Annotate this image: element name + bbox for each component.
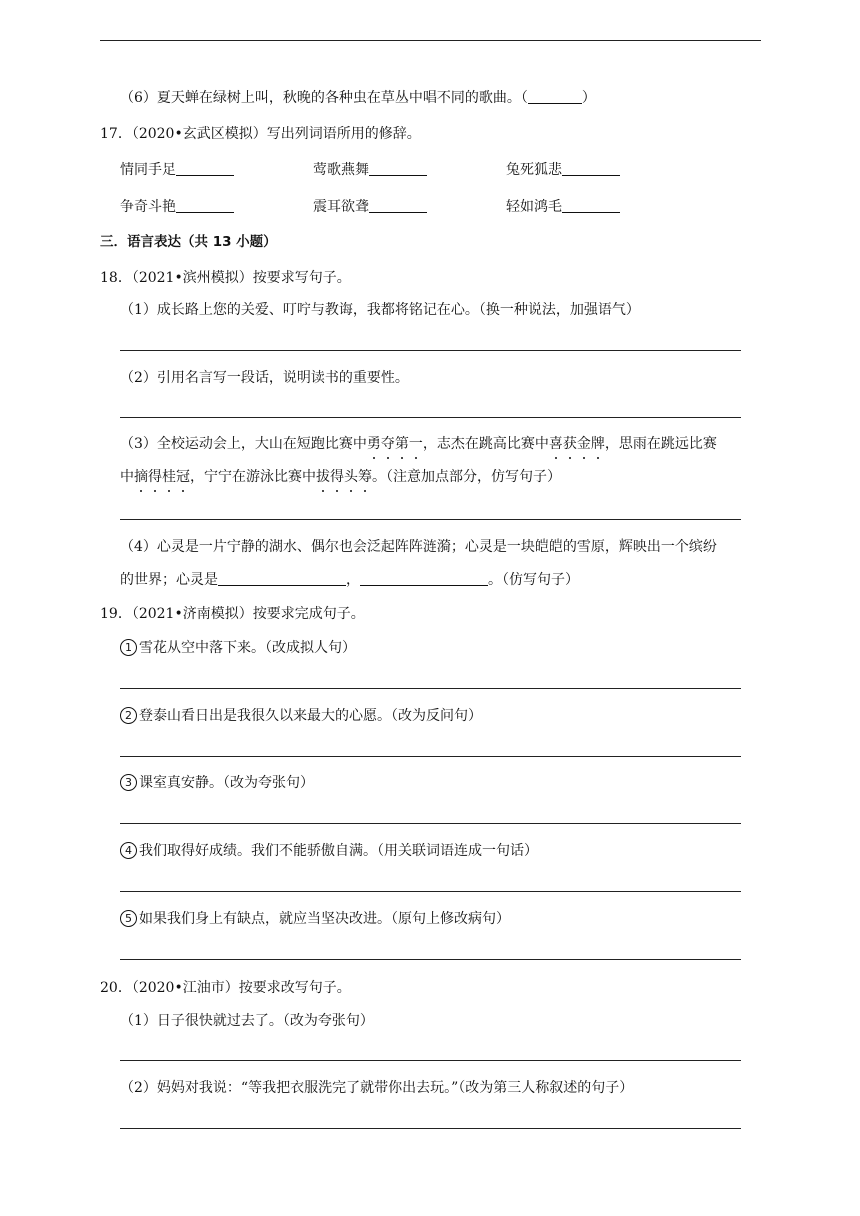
- q19-stem: 19．（2021•济南模拟）按要求完成句子。: [100, 606, 365, 622]
- q19-item: 3 课室真安静。（改为夸张句）: [120, 773, 314, 793]
- idiom-label: 情同手足: [120, 162, 176, 178]
- q17-row2: [120, 197, 699, 217]
- q18-item4-line1: （4）心灵是一片宁静的湖水、偶尔也会泛起阵阵涟漪；心灵是一块皑皑的雪原，辉映出一个缤纷: [120, 539, 717, 555]
- answer-line[interactable]: [120, 688, 741, 689]
- emphasis-char: 得: [330, 469, 344, 485]
- emphasis-char: 头: [344, 469, 358, 485]
- emphasis-char: 第: [394, 436, 409, 452]
- idiom-label: 轻如鸿毛: [506, 199, 562, 215]
- q16-item6: （6）夏天蝉在绿树上叫，秋晚的各种虫在草丛中唱不同的歌曲。（ ）: [120, 90, 596, 106]
- emphasis-char: 金: [576, 436, 591, 452]
- circled-number: 1: [120, 639, 137, 656]
- emphasis-char: 喜: [548, 436, 563, 452]
- answer-line[interactable]: [120, 959, 741, 960]
- answer-line[interactable]: [120, 417, 741, 418]
- answer-blank[interactable]: [369, 161, 427, 176]
- answer-line[interactable]: [120, 1128, 741, 1129]
- q20-item2: （2）妈妈对我说：“等我把衣服洗完了就带你出去玩。”（改为第三人称叙述的句子）: [120, 1080, 634, 1096]
- answer-blank[interactable]: [176, 198, 234, 213]
- q19-item: 5 如果我们身上有缺点，就应当坚决改进。（原句上修改病句）: [120, 909, 510, 929]
- q18-item4-line2: 的世界；心灵是 ， 。（仿写句子）: [120, 572, 579, 588]
- q19-item: 4 我们取得好成绩。我们不能骄傲自满。（用关联词语连成一句话）: [120, 841, 538, 861]
- emphasized-phrase: [549, 436, 605, 452]
- emphasis-char: 拔: [316, 469, 330, 485]
- idiom-label: 争奇斗艳: [120, 199, 176, 215]
- answer-line[interactable]: [120, 1060, 741, 1061]
- q18-stem: 18．（2021•滨州模拟）按要求写句子。: [100, 270, 351, 286]
- answer-line[interactable]: [120, 891, 741, 892]
- emphasized-phrase: [316, 469, 372, 485]
- idiom-label: 兔死狐悲: [506, 162, 562, 178]
- q19-item: 2 登泰山看日出是我很久以来最大的心愿。（改为反问句）: [120, 706, 482, 726]
- q17-stem: 17．（2020•玄武区模拟）写出列词语所用的修辞。: [100, 126, 421, 142]
- answer-blank[interactable]: [562, 198, 620, 213]
- emphasis-char: 勇: [366, 436, 381, 452]
- q19-item: 1 雪花从空中落下来。（改成拟人句）: [120, 638, 356, 658]
- section-title: 三．语言表达（共 13 小题）: [100, 234, 277, 250]
- q18-item1: （1）成长路上您的关爱、叮咛与教诲，我都将铭记在心。（换一种说法，加强语气）: [120, 302, 640, 318]
- emphasized-phrase: [134, 469, 190, 485]
- q18-item3-line2: 中摘得桂冠，宁宁在游泳比赛中拔得头筹。（注意加点部分，仿写句子）: [120, 469, 561, 485]
- emphasis-char: 牌: [590, 436, 605, 452]
- emphasized-phrase: [367, 436, 423, 452]
- answer-blank[interactable]: [528, 89, 582, 104]
- answer-blank[interactable]: [218, 571, 346, 586]
- q18-item3-line1: （3）全校运动会上，大山在短跑比赛中勇夺第一，志杰在跳高比赛中喜获金牌，思雨在跳远比赛: [120, 436, 717, 452]
- q18-item2: （2）引用名言写一段话，说明读书的重要性。: [120, 370, 409, 386]
- q17-row1: [120, 160, 699, 180]
- idiom-label: 震耳欲聋: [313, 199, 369, 215]
- circled-number: 4: [120, 842, 137, 859]
- idiom-label: 莺歌燕舞: [313, 162, 369, 178]
- emphasis-char: 获: [562, 436, 577, 452]
- circled-number: 2: [120, 707, 137, 724]
- answer-line[interactable]: [120, 350, 741, 351]
- emphasis-char: 夺: [380, 436, 395, 452]
- answer-blank[interactable]: [176, 161, 234, 176]
- circled-number: 3: [120, 774, 137, 791]
- answer-blank[interactable]: [562, 161, 620, 176]
- emphasis-char: 桂: [162, 469, 176, 485]
- emphasis-char: 冠: [176, 469, 190, 485]
- q20-item1: （1）日子很快就过去了。（改为夸张句）: [120, 1013, 374, 1029]
- answer-line[interactable]: [120, 823, 741, 824]
- answer-line[interactable]: [120, 756, 741, 757]
- answer-blank[interactable]: [369, 198, 427, 213]
- answer-blank[interactable]: [360, 571, 488, 586]
- q20-stem: 20．（2020•江油市）按要求改写句子。: [100, 980, 351, 996]
- emphasis-char: 得: [148, 469, 162, 485]
- emphasis-char: 筹: [358, 469, 372, 485]
- emphasis-char: 摘: [134, 469, 148, 485]
- circled-number: 5: [120, 910, 137, 927]
- header-rule: [100, 40, 761, 41]
- answer-line[interactable]: [120, 519, 741, 520]
- emphasis-char: 一: [408, 436, 423, 452]
